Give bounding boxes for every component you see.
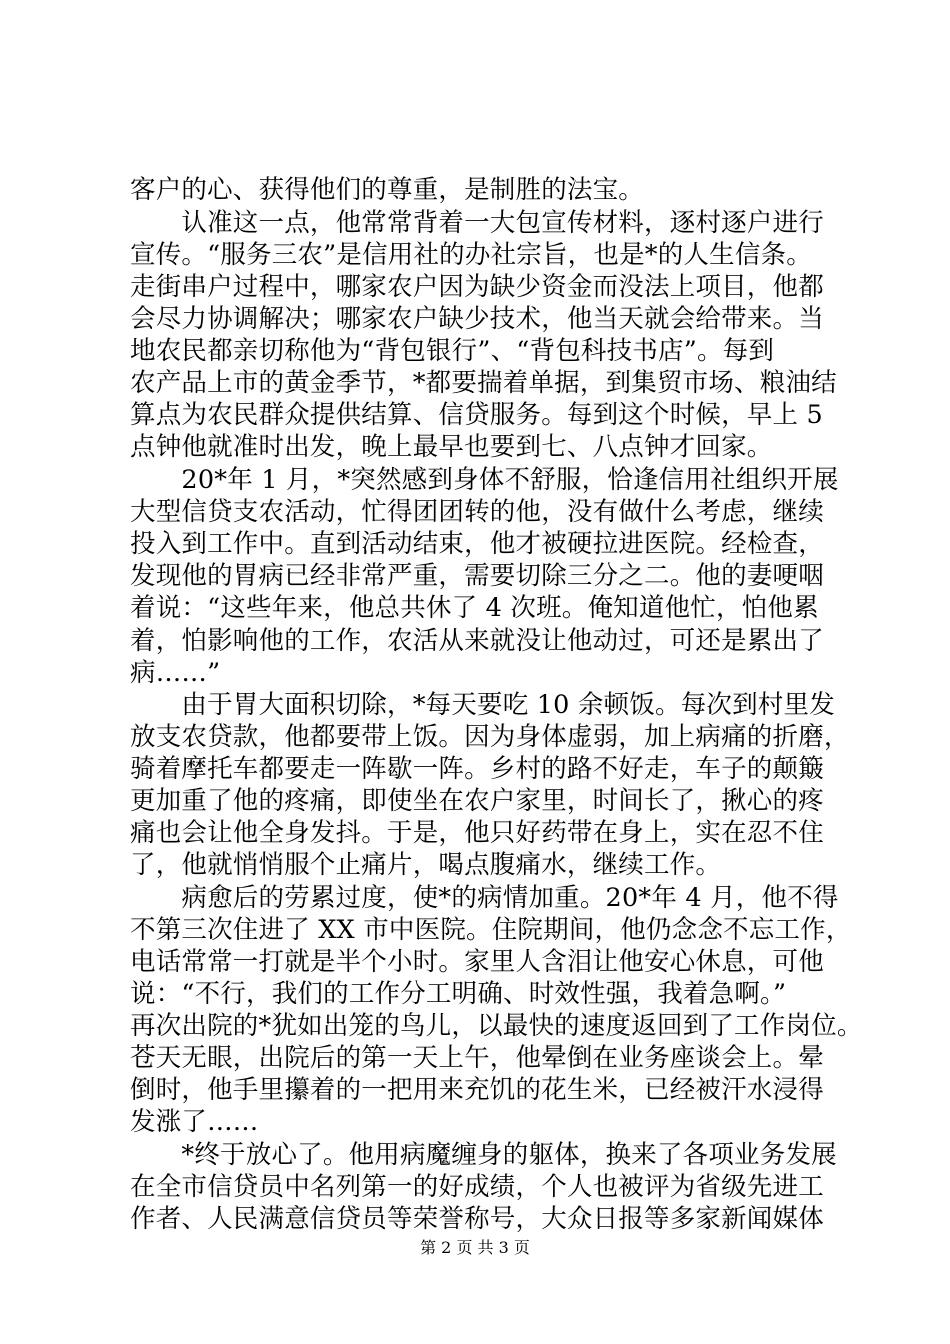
page-number-footer: 第 2 页 共 3 页 [420,1238,530,1257]
text-line: 放支农贷款，他都要带上饭。因为身体虚弱，加上病痛的折磨， [130,722,850,752]
text-line: 地农民都亲切称他为“背包银行”、“背包科技书店”。每到 [130,336,775,366]
text-line: 说：“不行，我们的工作分工明确、时效性强，我着急啊。” [130,979,787,1009]
text-line: *终于放心了。他用病魔缠身的躯体，换来了各项业务发展 [130,1140,837,1170]
text-line: 由于胃大面积切除，*每天要吃 10 余顿饭。每次到村里发 [130,690,835,720]
text-line: 认准这一点，他常常背着一大包宣传材料，逐村逐户进行 [130,208,824,238]
text-line: 发涨了…… [130,1107,259,1137]
text-line: 宣传。“服务三农”是信用社的办社宗旨，也是*的人生信条。 [130,240,812,270]
text-line: 会尽力协调解决；哪家农户缺少技术，他当天就会给带来。当 [130,304,824,334]
text-line: 着，怕影响他的工作，农活从来就没让他动过，可还是累出了 [130,626,824,656]
text-line: 农产品上市的黄金季节，*都要揣着单据，到集贸市场、粮油结 [130,368,837,398]
text-line: 20*年 1 月，*突然感到身体不舒服，恰逢信用社组织开展 [130,465,839,495]
text-line: 在全市信贷员中名列第一的好成绩，个人也被评为省级先进工 [130,1172,824,1202]
text-line: 投入到工作中。直到活动结束，他才被硬拉进医院。经检查， [130,529,824,559]
text-line: 点钟他就准时出发，晚上最早也要到七、八点钟才回家。 [130,432,773,462]
text-line: 病愈后的劳累过度，使*的病情加重。20*年 4 月，他不得 [130,883,839,913]
text-line: 着说：“这些年来，他总共休了 4 次班。俺知道他忙，怕他累 [130,593,819,623]
text-line: 苍天无眼，出院后的第一天上午，他晕倒在业务座谈会上。晕 [130,1043,824,1073]
text-line: 客户的心、获得他们的尊重，是制胜的法宝。 [130,175,645,205]
text-line: 电话常常一打就是半个小时。家里人含泪让他安心休息，可他 [130,947,824,977]
text-line: 倒时，他手里攥着的一把用来充饥的花生米，已经被汗水浸得 [130,1075,824,1105]
text-line: 骑着摩托车都要走一阵歇一阵。乡村的路不好走，车子的颠簸 [130,754,824,784]
text-line: 更加重了他的疼痛，即使坐在农户家里，时间长了，揪心的疼 [130,786,824,816]
text-line: 大型信贷支农活动，忙得团团转的他，没有做什么考虑，继续 [130,497,824,527]
text-line: 病……” [130,658,221,688]
text-line: 发现他的胃病已经非常严重，需要切除三分之二。他的妻哽咽 [130,561,824,591]
text-line: 走街串户过程中，哪家农户因为缺少资金而没法上项目，他都 [130,272,824,302]
text-line: 了，他就悄悄服个止痛片，喝点腹痛水，继续工作。 [130,850,722,880]
text-line: 算点为农民群众提供结算、信贷服务。每到这个时候，早上 5 [130,400,823,430]
text-line: 作者、人民满意信贷员等荣誉称号，大众日报等多家新闻媒体 [130,1204,824,1234]
text-line: 痛也会让他全身发抖。于是，他只好药带在身上，实在忍不住 [130,818,824,848]
text-line: 再次出院的*犹如出笼的鸟儿，以最快的速度返回到了工作岗位。 [130,1011,863,1041]
text-line: 不第三次住进了 XX 市中医院。住院期间，他仍念念不忘工作， [130,915,852,945]
